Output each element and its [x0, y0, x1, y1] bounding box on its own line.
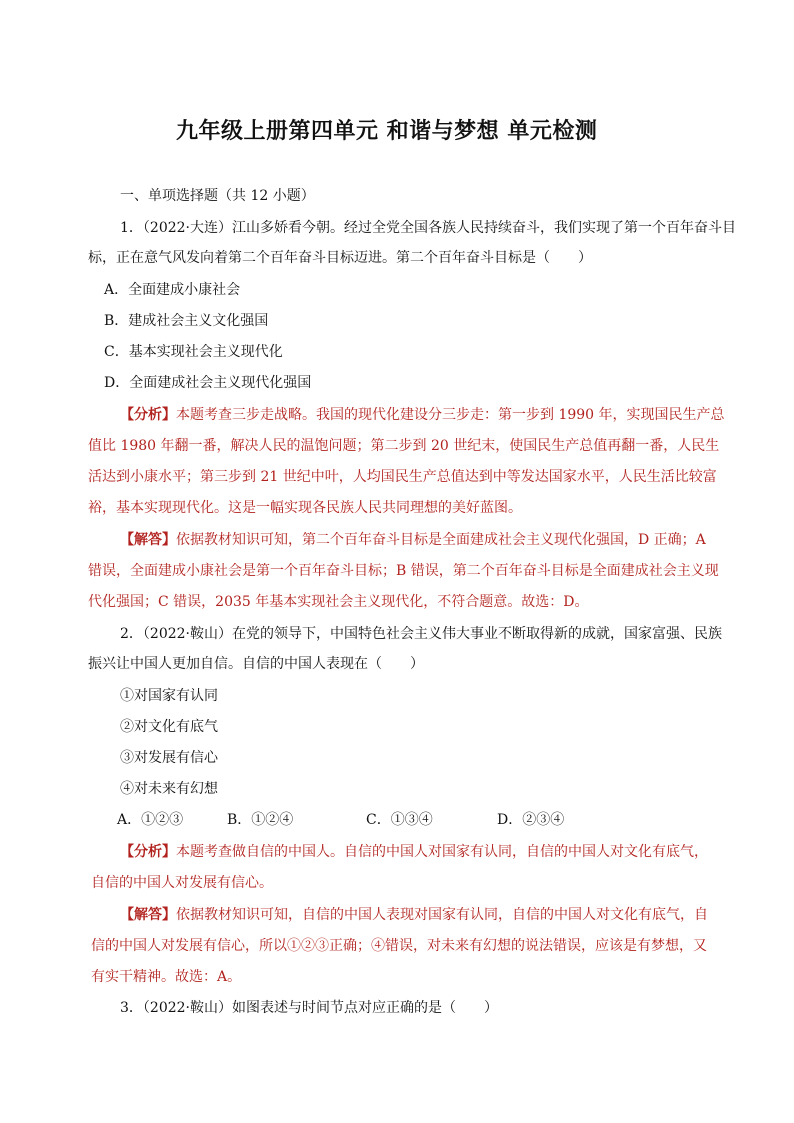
q1-analysis-line-2: 值比 1980 年翻一番，解决人民的温饱问题；第二步到 20 世纪末，使国民生产总值再翻一番，人民生	[88, 438, 720, 454]
q2-stem-line-2: 振兴让中国人更加自信。自信的中国人表现在（ ）	[88, 656, 424, 672]
q1-stem-line-2: 标，正在意气风发向着第二个百年奋斗目标迈进。第二个百年奋斗目标是（ ）	[88, 250, 592, 266]
q2-analysis-text: 本题考查做自信的中国人。自信的中国人对国家有认同，自信的中国人对文化有底气，	[176, 844, 708, 860]
q1-analysis-line-4: 裕，基本实现现代化。这是一幅实现各民族人民共同理想的美好蓝图。	[88, 500, 522, 516]
q1-answer-tag: 【解答】	[120, 532, 176, 548]
q2-option-a: A．①②③	[117, 812, 184, 828]
q2-answer-line-3: 有实干精神。故选：A。	[91, 969, 242, 985]
q1-answer-text: 依据教材知识可知，第二个百年奋斗目标是全面建成社会主义现代化强国，D 正确；A	[176, 532, 706, 548]
q2-option-d: D．②③④	[497, 812, 565, 828]
q1-option-b: B．建成社会主义文化强国	[104, 313, 269, 329]
q2-item-1: ①对国家有认同	[120, 688, 218, 704]
q2-answer-line-2: 信的中国人对发展有信心，所以①②③正确；④错误，对未来有幻想的说法错误，应该是有梦想，又	[91, 938, 707, 954]
q2-answer-tag: 【解答】	[120, 907, 176, 923]
q1-analysis-tag: 【分析】	[120, 407, 176, 423]
q1-option-d: D．全面建成社会主义现代化强国	[104, 375, 312, 391]
q1-analysis-text: 本题考查三步走战略。我国的现代化建设分三步走：第一步到 1990 年，实现国民生产总	[176, 407, 725, 423]
q3-stem-line-1: 3．（2022·鞍山）如图表述与时间节点对应正确的是（ ）	[120, 1000, 498, 1016]
q2-analysis-line-2: 自信的中国人对发展有信心。	[91, 875, 273, 891]
q2-item-2: ②对文化有底气	[120, 719, 218, 735]
section-heading: 一、单项选择题（共 12 小题）	[120, 188, 315, 204]
q2-option-b: B．①②④	[227, 812, 294, 828]
q1-answer-line-1	[120, 530, 706, 550]
q1-answer-line-2: 错误，全面建成小康社会是第一个百年奋斗目标；B 错误，第二个百年奋斗目标是全面建成社会主义现	[88, 563, 719, 579]
q1-option-c: C．基本实现社会主义现代化	[104, 344, 283, 360]
q2-item-3: ③对发展有信心	[120, 750, 218, 766]
q2-stem-line-1: 2．（2022·鞍山）在党的领导下，中国特色社会主义伟大事业不断取得新的成就，国家富强、民族	[120, 626, 722, 642]
q2-answer-line-1	[120, 905, 708, 925]
q2-item-4: ④对未来有幻想	[120, 781, 218, 797]
q1-analysis-line-1	[120, 405, 725, 425]
q1-stem-line-1: 1．（2022·大连）江山多娇看今朝。经过全党全国各族人民持续奋斗，我们实现了第一个百年奋斗目	[120, 220, 736, 236]
page-title: 九年级上册第四单元 和谐与梦想 单元检测	[176, 119, 598, 144]
q1-answer-line-3: 代化强国；C 错误，2035 年基本实现社会主义现代化，不符合题意。故选：D。	[88, 594, 589, 610]
q1-option-a: A．全面建成小康社会	[104, 282, 241, 298]
q2-answer-text: 依据教材知识可知，自信的中国人表现对国家有认同，自信的中国人对文化有底气，自	[176, 907, 708, 923]
q2-analysis-line-1	[120, 842, 708, 862]
q2-option-c: C．①③④	[366, 812, 433, 828]
q2-analysis-tag: 【分析】	[120, 844, 176, 860]
q1-analysis-line-3: 活达到小康水平；第三步到 21 世纪中叶，人均国民生产总值达到中等发达国家水平，人民生活比较富	[88, 469, 717, 485]
